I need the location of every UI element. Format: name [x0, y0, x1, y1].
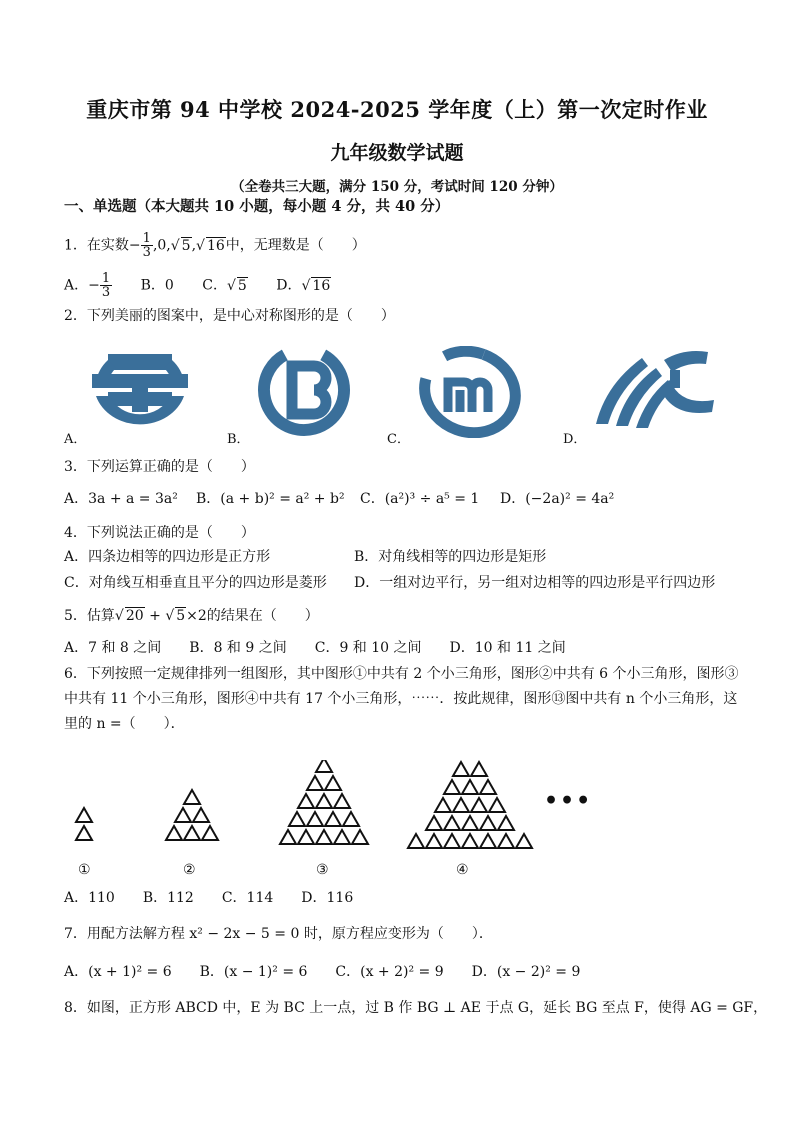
small-triangle: [280, 830, 296, 844]
q1-opt-a-minus: −: [88, 277, 100, 294]
small-triangle: [435, 798, 451, 812]
small-triangle: [444, 816, 460, 830]
q7-options: A．(x + 1)² = 6 B．(x − 1)² = 6 C．(x + 2)² = 9 D．(x − 2)² = 9: [64, 964, 581, 980]
small-triangle: [325, 812, 341, 826]
logo-c-image: [418, 346, 522, 438]
question-4-stem: 4．下列说法正确的是（ ）: [64, 525, 255, 541]
question-2-stem: 2．下列美丽的图案中，是中心对称图形的是（ ）: [64, 308, 395, 324]
q3-option-d: D．(−2a)² = 4a²: [500, 491, 615, 507]
q1-opt-c-sqrt: √ 5: [226, 277, 247, 294]
q1-rad16: 16: [206, 237, 225, 254]
small-triangle: [316, 830, 332, 844]
question-3-stem: 3．下列运算正确的是（ ）: [64, 459, 255, 475]
q1-rad5: 5: [181, 237, 191, 254]
q1-option-d: D．: [276, 277, 302, 294]
logo-a-image: [88, 346, 192, 432]
question-1-stem: 1．在实数− $\frac{1}{3}$ ,0,√ 5,√ 16中，无理数是（ ）: [64, 231, 366, 260]
small-triangle: [462, 780, 478, 794]
small-triangle: [352, 830, 368, 844]
fig-label-3: ③: [316, 862, 329, 878]
small-triangle: [462, 834, 478, 848]
q4-option-c: C．对角线互相垂直且平分的四边形是菱形: [64, 575, 327, 591]
q1-option-c: C．: [202, 277, 227, 294]
q6-line-1: 6．下列按照一定规律排列一组图形，其中图形①中共有 2 个小三角形，图形②中共有 6 个小三角形，图形③: [64, 666, 739, 682]
small-triangle: [289, 812, 305, 826]
q4-option-a: A．四条边相等的四边形是正方形: [64, 549, 271, 565]
question-8-stem: 8．如图，正方形 ABCD 中，E 为 BC 上一点，过 B 作 BG ⊥ AE 于点 G，延长 BG 至点 F，使得 AG = GF，: [64, 1000, 768, 1016]
small-triangle: [444, 780, 460, 794]
small-triangle: [166, 826, 182, 840]
logo-d-image: [592, 346, 718, 430]
exam-subject-title: 九年级数学试题: [330, 142, 464, 164]
small-triangle: [76, 826, 92, 840]
q2-label-b: B．: [227, 432, 250, 447]
q5-text-b: 的结果在（ ）: [206, 608, 319, 624]
fig-label-2: ②: [183, 862, 196, 878]
q5-text-a: 5．估算: [64, 608, 115, 624]
small-triangle: [471, 762, 487, 776]
question-5-stem: [64, 606, 319, 626]
q1-sqrt16: √ 16: [196, 237, 225, 254]
small-triangle: [325, 776, 341, 790]
small-triangle: [480, 816, 496, 830]
small-triangle: [343, 812, 359, 826]
logo-b-image: [256, 342, 352, 438]
small-triangle: [480, 780, 496, 794]
small-triangle: [334, 794, 350, 808]
q1-opt-a-num: 1: [101, 271, 111, 286]
small-triangle: [334, 830, 350, 844]
q3-option-b: B．(a + b)² = a² + b²: [196, 491, 345, 507]
small-triangle: [316, 794, 332, 808]
q2-label-c: C．: [387, 432, 410, 447]
q6-line-3: 里的 n =（ ）．: [64, 716, 185, 732]
small-triangle: [453, 798, 469, 812]
small-triangle: [298, 794, 314, 808]
q1-option-b: B．0: [140, 277, 174, 294]
q1-opt-c-rad: 5: [237, 277, 247, 294]
q6-line-2: 中共有 11 个小三角形，图形④中共有 17 个小三角形，⋯⋯．按此规律，图形⑬图中共有 n 个小三角形，这: [64, 691, 738, 707]
question-1-options: [64, 272, 331, 299]
q6-options: A．110 B．112 C．114 D．116: [64, 890, 354, 906]
small-triangle: [462, 816, 478, 830]
small-triangle: [184, 826, 200, 840]
small-triangle: [316, 760, 332, 772]
small-triangle: [498, 816, 514, 830]
q1-fraction: [141, 232, 153, 259]
small-triangle: [307, 776, 323, 790]
q5-plus: +: [144, 608, 166, 624]
q3-option-c: C．(a²)³ ÷ a⁵ = 1: [360, 491, 480, 507]
small-triangle: [298, 830, 314, 844]
question-7-stem: 7．用配方法解方程 x² − 2x − 5 = 0 时，原方程应变形为（ ）．: [64, 926, 493, 942]
small-triangle: [193, 808, 209, 822]
q1-frac-den: 3: [142, 245, 151, 260]
small-triangle: [202, 826, 218, 840]
fig-label-1: ①: [78, 862, 91, 878]
small-triangle: [184, 790, 200, 804]
q4-option-b: B．对角线相等的四边形是矩形: [354, 549, 547, 565]
q1-opt-d-sqrt: √ 16: [301, 277, 331, 294]
small-triangle: [498, 834, 514, 848]
small-triangle: [307, 812, 323, 826]
small-triangle: [471, 798, 487, 812]
small-triangle: [489, 798, 505, 812]
q1-opt-a-fraction: [100, 272, 112, 299]
q1-sqrt5: √ 5: [170, 237, 191, 254]
q5-rad5: 5: [176, 608, 186, 624]
small-triangle: [76, 808, 92, 822]
small-triangle: [175, 808, 191, 822]
q1-opt-a-den: 3: [101, 285, 111, 300]
q1-frac-num: 1: [142, 231, 151, 246]
q1-option-a: A．: [64, 277, 89, 294]
small-triangle: [480, 834, 496, 848]
fig-label-4: ④: [456, 862, 469, 878]
q1-text-a: 1．在实数: [64, 237, 129, 254]
q3-option-a: A．3a + a = 3a²: [64, 491, 178, 507]
exam-title: 重庆市第 94 中学校 2024-2025 学年度（上）第一次定时作业: [86, 97, 708, 122]
q1-minus: −: [128, 237, 141, 254]
q4-option-d: D．一组对边平行，另一组对边相等的四边形是平行四边形: [354, 575, 716, 591]
q2-label-d: D．: [563, 432, 587, 447]
q5-times2: ×2: [186, 608, 207, 624]
q5-rad20: 20: [125, 608, 144, 624]
q5-sqrt5: √ 5: [165, 608, 186, 624]
small-triangle: [444, 834, 460, 848]
ellipsis-dots: •••: [544, 788, 593, 814]
exam-note: （全卷共三大题，满分 150 分，考试时间 120 分钟）: [231, 179, 563, 195]
small-triangle: [408, 834, 424, 848]
small-triangle: [516, 834, 532, 848]
q1-text-b: 中，无理数是（ ）: [225, 237, 366, 254]
q1-list-mid: ,0,: [152, 237, 171, 254]
q5-sqrt20: √ 20: [114, 608, 144, 624]
q1-opt-d-rad: 16: [312, 277, 331, 294]
q5-options: A．7 和 8 之间 B．8 和 9 之间 C．9 和 10 之间 D．10 和 11 之间: [64, 640, 566, 656]
small-triangle: [426, 834, 442, 848]
small-triangle: [426, 816, 442, 830]
small-triangle: [453, 762, 469, 776]
section-heading: 一、单选题（本大题共 10 小题，每小题 4 分，共 40 分）: [64, 198, 450, 215]
triangle-pattern-figures: [60, 760, 550, 850]
q2-label-a: A．: [64, 432, 87, 447]
